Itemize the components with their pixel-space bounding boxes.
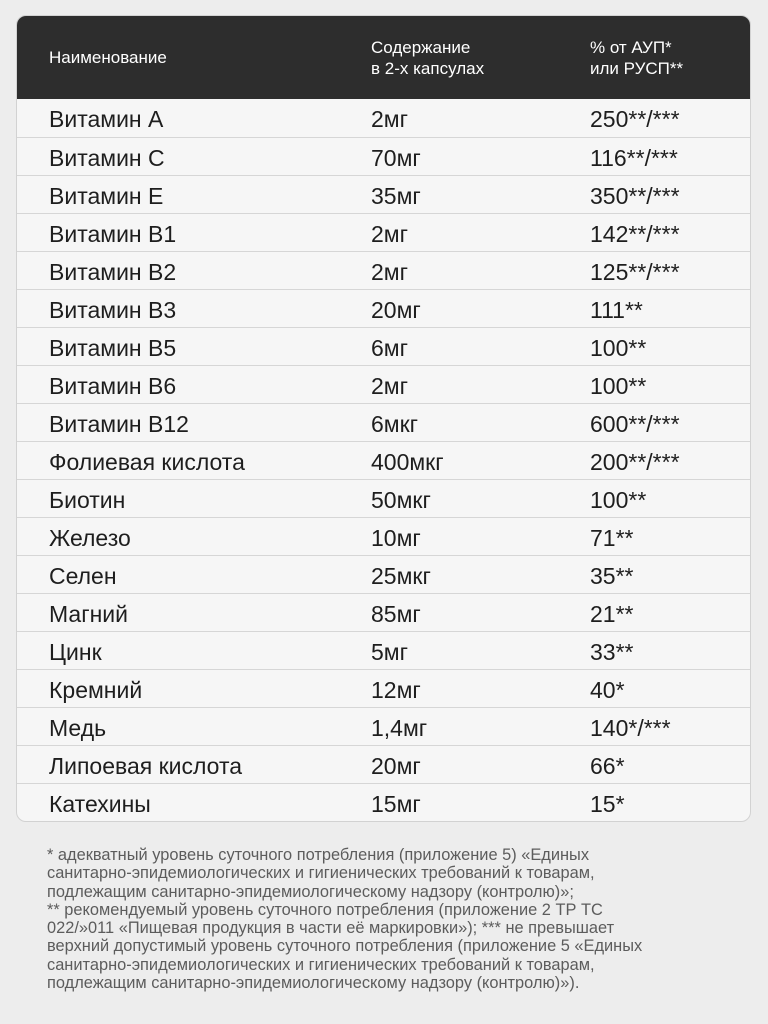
table-row — [17, 251, 750, 289]
cell-percent: 116**/*** — [590, 145, 678, 171]
cell-content: 5мг — [371, 639, 408, 665]
cell-content: 70мг — [371, 145, 421, 171]
cell-content: 20мг — [371, 297, 421, 323]
cell-name: Витамин В6 — [49, 373, 177, 399]
table-row — [17, 137, 750, 175]
cell-percent: 250**/*** — [590, 106, 680, 132]
table-row — [17, 783, 750, 821]
cell-content: 15мг — [371, 791, 421, 817]
cell-percent: 66* — [590, 753, 625, 779]
header-percent-line1: % от АУП* — [590, 37, 672, 57]
cell-content: 50мкг — [371, 487, 431, 513]
cell-name: Витамин С — [49, 145, 165, 171]
cell-percent: 100** — [590, 335, 647, 361]
table-row — [17, 289, 750, 327]
cell-percent: 100** — [590, 373, 647, 399]
cell-content: 12мг — [371, 677, 421, 703]
cell-name: Витамин В1 — [49, 221, 177, 247]
cell-name: Кремний — [49, 677, 143, 703]
cell-percent: 200**/*** — [590, 449, 680, 475]
table-row — [17, 479, 750, 517]
cell-content: 2мг — [371, 373, 408, 399]
table-row — [17, 175, 750, 213]
table-row — [17, 365, 750, 403]
cell-content: 25мкг — [371, 563, 431, 589]
header-percent-line2: или РУСП** — [590, 58, 684, 78]
cell-content: 6мкг — [371, 411, 419, 437]
cell-name: Селен — [49, 563, 117, 589]
header-percent — [590, 16, 683, 99]
cell-percent: 140*/*** — [590, 715, 671, 741]
table-row — [17, 99, 750, 137]
table-row — [17, 327, 750, 365]
table-row — [17, 213, 750, 251]
cell-name: Биотин — [49, 487, 126, 513]
footnote: * адекватный уровень суточного потребления (приложение 5) «Единых санитарно-эпидемиологических и гигиенических требований к товарам, подлежащим санитарно-эпидемиологическому надзору (контролю)»; ** рекомендуемый уровень суточного потребления (приложение 2 ТР ТС 022/»011 «Пищевая продукция в части её маркировки»); *** не превышает верхний допустимый уровень суточного потребления (приложение 5 «Единых санитарно-эпидемиологических и гигиенических требований к товарам, подлежащим санитарно-эпидемиологическому надзору (контролю)»). — [47, 846, 643, 993]
cell-content: 2мг — [371, 106, 408, 132]
cell-content: 2мг — [371, 221, 408, 247]
table-row — [17, 745, 750, 783]
table-row — [17, 593, 750, 631]
cell-name: Витамин Е — [49, 183, 164, 209]
cell-name: Витамин В12 — [49, 411, 189, 437]
table-row — [17, 555, 750, 593]
cell-percent: 71** — [590, 525, 634, 551]
cell-name: Цинк — [49, 639, 102, 665]
cell-name: Медь — [49, 715, 107, 741]
cell-content: 20мг — [371, 753, 421, 779]
cell-name: Витамин А — [49, 106, 164, 132]
header-content-line2: в 2-х капсулах — [371, 58, 485, 78]
cell-percent: 100** — [590, 487, 647, 513]
cell-name: Железо — [49, 525, 131, 551]
cell-percent: 125**/*** — [590, 259, 680, 285]
cell-percent: 35** — [590, 563, 634, 589]
table-row — [17, 707, 750, 745]
cell-percent: 21** — [590, 601, 634, 627]
cell-name: Витамин В3 — [49, 297, 177, 323]
cell-name: Витамин В2 — [49, 259, 177, 285]
cell-percent: 33** — [590, 639, 634, 665]
table-row — [17, 631, 750, 669]
cell-percent: 600**/*** — [590, 411, 680, 437]
table-row — [17, 669, 750, 707]
cell-name: Витамин В5 — [49, 335, 177, 361]
cell-content: 400мкг — [371, 449, 444, 475]
cell-name: Липоевая кислота — [49, 753, 243, 779]
cell-content: 1,4мг — [371, 715, 428, 741]
cell-percent: 350**/*** — [590, 183, 680, 209]
nutrition-table — [16, 15, 751, 822]
cell-name: Катехины — [49, 791, 151, 817]
cell-name: Магний — [49, 601, 128, 627]
cell-percent: 15* — [590, 791, 625, 817]
header-content — [371, 16, 484, 99]
cell-content: 6мг — [371, 335, 408, 361]
table-body — [17, 99, 750, 821]
cell-content: 35мг — [371, 183, 421, 209]
cell-percent: 111** — [590, 297, 643, 323]
cell-content: 85мг — [371, 601, 421, 627]
header-content-line1: Содержание — [371, 37, 471, 57]
table-row — [17, 517, 750, 555]
cell-content: 10мг — [371, 525, 421, 551]
cell-name: Фолиевая кислота — [49, 449, 245, 475]
table-header — [17, 16, 750, 99]
cell-content: 2мг — [371, 259, 408, 285]
header-name: Наименование — [49, 48, 167, 67]
cell-percent: 142**/*** — [590, 221, 680, 247]
cell-percent: 40* — [590, 677, 625, 703]
table-row — [17, 403, 750, 441]
table-row — [17, 441, 750, 479]
